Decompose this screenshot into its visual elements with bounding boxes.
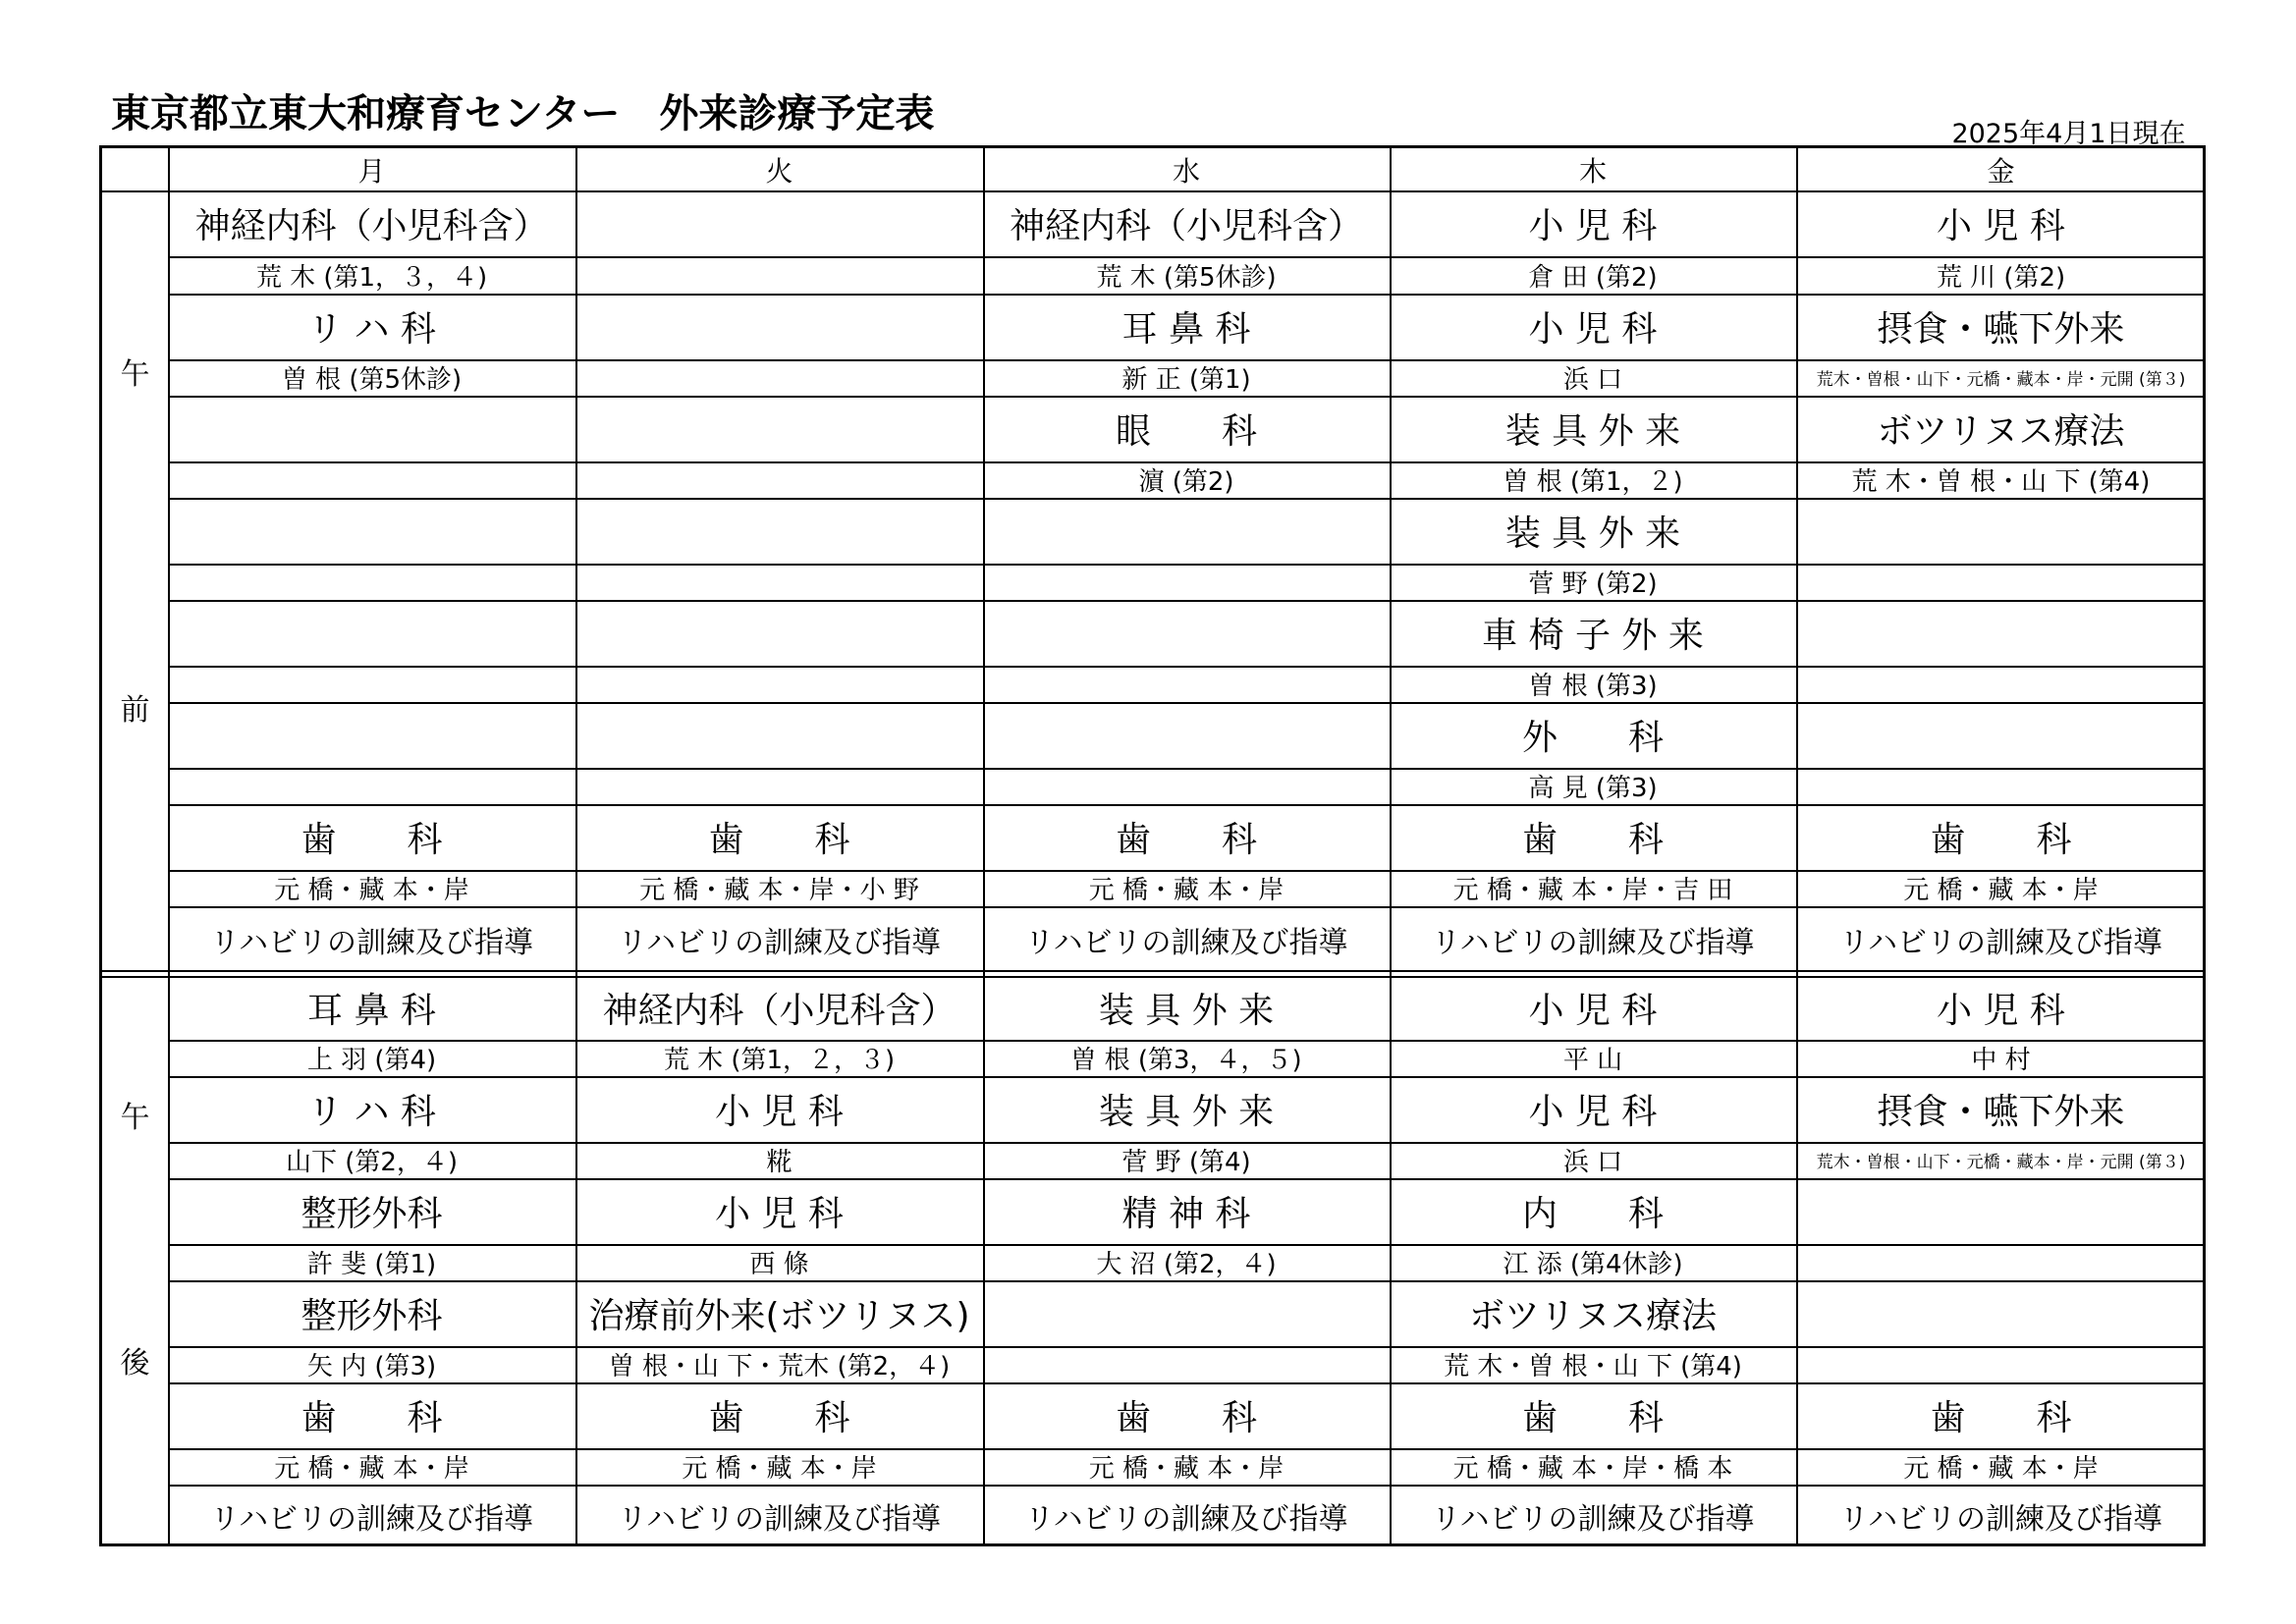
afternoon-doctor-cell	[983, 1346, 1390, 1382]
morning-dept-cell: 耳 鼻 科	[1121, 309, 1251, 350]
morning-dept-cell	[575, 600, 983, 666]
afternoon-dept-cell: 歯 科	[301, 1398, 443, 1438]
afternoon-dept-cell: 耳 鼻 科	[307, 991, 436, 1031]
afternoon-doctor-cell: 元 橋・藏 本・岸	[1903, 1454, 2099, 1484]
afternoon-doctor-cell: 荒 木 (第1，２，３)	[663, 1046, 896, 1075]
afternoon-doctor-cell: 元 橋・藏 本・岸	[274, 1454, 469, 1484]
morning-doctor-cell: 元 橋・藏 本・岸	[274, 876, 469, 905]
afternoon-label-top: 午	[120, 1101, 150, 1136]
afternoon-dept-cell: 装 具 外 来	[1098, 1092, 1275, 1132]
morning-dept-cell: 歯 科	[1115, 820, 1257, 860]
morning-dept-cell: 小 児 科	[1528, 309, 1658, 350]
afternoon-doctor-cell	[1796, 1244, 2206, 1280]
afternoon-doctor-cell: 西 條	[749, 1250, 809, 1279]
afternoon-dept-cell: 小 児 科	[1528, 991, 1658, 1031]
afternoon-dept-cell	[983, 1280, 1390, 1346]
morning-label-top: 午	[120, 357, 150, 393]
morning-dept-cell	[575, 498, 983, 564]
morning-dept-cell: 神経内科（小児科含）	[1009, 206, 1363, 246]
morning-doctor-cell: 元 橋・藏 本・岸	[1088, 876, 1285, 905]
afternoon-doctor-cell: 荒 木・曽 根・山 下 (第4)	[1444, 1352, 1742, 1381]
morning-doctor-cell: 浜 口	[1562, 365, 1623, 395]
morning-dept-cell	[168, 498, 575, 564]
morning-rehab-cell: リハビリの訓練及び指導	[1024, 925, 1348, 960]
afternoon-dept-cell: 内 科	[1521, 1194, 1664, 1234]
afternoon-doctor-cell: 菅 野 (第4)	[1121, 1148, 1251, 1177]
morning-doctor-cell	[983, 564, 1390, 600]
morning-dept-cell	[1796, 702, 2206, 768]
morning-doctor-cell	[168, 564, 575, 600]
morning-dept-cell	[983, 702, 1390, 768]
afternoon-doctor-cell: 曽 根・山 下・荒木 (第2，４)	[608, 1352, 951, 1381]
morning-doctor-cell: 元 橋・藏 本・岸・小 野	[639, 876, 919, 905]
morning-rehab-cell: リハビリの訓練及び指導	[1431, 925, 1755, 960]
morning-rehab-cell: リハビリの訓練及び指導	[1838, 925, 2163, 960]
afternoon-rehab-cell: リハビリの訓練及び指導	[1024, 1501, 1348, 1537]
morning-doctor-cell: 元 橋・藏 本・岸	[1903, 876, 2099, 905]
morning-doctor-cell: 新 正 (第1)	[1121, 365, 1251, 395]
afternoon-doctor-cell	[1796, 1346, 2206, 1382]
afternoon-dept-cell: 摂食・嚥下外来	[1877, 1092, 2125, 1132]
afternoon-doctor-cell: 大 沼 (第2，４)	[1096, 1250, 1277, 1279]
morning-dept-cell: 小 児 科	[1937, 206, 2065, 246]
afternoon-rehab-cell: リハビリの訓練及び指導	[1838, 1501, 2163, 1537]
morning-doctor-cell: 荒 川 (第2)	[1936, 262, 2066, 293]
afternoon-dept-cell	[1796, 1280, 2206, 1346]
morning-doctor-cell: 荒 木・曽 根・山 下 (第4)	[1851, 467, 2151, 497]
afternoon-dept-cell: 神経内科（小児科含）	[602, 991, 957, 1031]
morning-doctor-cell	[575, 564, 983, 600]
morning-doctor-cell: 濵 (第2)	[1138, 467, 1234, 497]
morning-doctor-cell: 曽 根 (第5休診)	[281, 365, 463, 395]
morning-rehab-cell: リハビリの訓練及び指導	[617, 925, 942, 960]
morning-dept-cell	[575, 294, 983, 359]
afternoon-dept-cell: 整形外科	[301, 1194, 443, 1234]
morning-dept-cell	[575, 702, 983, 768]
morning-dept-cell: 外 科	[1521, 718, 1664, 758]
afternoon-dept-cell: 歯 科	[708, 1398, 850, 1438]
morning-dept-cell: 摂食・嚥下外来	[1877, 309, 2125, 350]
morning-label-bottom: 前	[120, 693, 150, 729]
day-header-1: 火	[765, 154, 793, 188]
afternoon-doctor-cell: 元 橋・藏 本・岸	[1088, 1454, 1285, 1484]
afternoon-dept-cell: 小 児 科	[715, 1194, 844, 1234]
afternoon-doctor-cell: 江 添 (第4休診)	[1503, 1250, 1683, 1279]
day-header-4: 金	[1987, 154, 2015, 188]
morning-dept-cell: 歯 科	[1521, 820, 1664, 860]
morning-doctor-cell: 荒 木 (第1，３，４)	[255, 262, 488, 293]
afternoon-doctor-cell: 山下 (第2，４)	[285, 1148, 459, 1177]
morning-doctor-cell	[168, 768, 575, 804]
morning-dept-cell: リ ハ 科	[307, 309, 436, 350]
morning-doctor-cell: 菅 野 (第2)	[1528, 569, 1658, 599]
morning-dept-cell	[983, 600, 1390, 666]
day-header-2: 水	[1172, 154, 1200, 188]
afternoon-doctor-cell: 許 斐 (第1)	[306, 1250, 437, 1279]
afternoon-dept-cell: 小 児 科	[1528, 1092, 1658, 1132]
afternoon-dept-cell: 整形外科	[301, 1296, 443, 1336]
morning-doctor-cell: 荒木・曽根・山下・元橋・藏本・岸・元開 (第３)	[1816, 370, 2186, 390]
morning-doctor-cell: 荒 木 (第5休診)	[1096, 262, 1277, 293]
afternoon-doctor-cell: 糀	[766, 1148, 793, 1177]
grid-line	[102, 970, 2206, 972]
afternoon-doctor-cell: 元 橋・藏 本・岸・橋 本	[1452, 1454, 1733, 1484]
afternoon-dept-cell: 歯 科	[1521, 1398, 1664, 1438]
morning-dept-cell	[168, 702, 575, 768]
afternoon-rehab-cell: リハビリの訓練及び指導	[209, 1501, 534, 1537]
afternoon-dept-cell: 装 具 外 来	[1098, 991, 1275, 1031]
morning-dept-cell: ボツリヌス療法	[1877, 411, 2125, 452]
morning-doctor-cell	[168, 461, 575, 498]
morning-rehab-cell: リハビリの訓練及び指導	[209, 925, 534, 960]
afternoon-dept-cell: 小 児 科	[715, 1092, 844, 1132]
afternoon-rehab-cell: リハビリの訓練及び指導	[617, 1501, 942, 1537]
morning-dept-cell: 小 児 科	[1528, 206, 1658, 246]
page-title: 東京都立東大和療育センター 外来診療予定表	[111, 91, 935, 136]
morning-doctor-cell	[575, 359, 983, 396]
afternoon-doctor-cell: 元 橋・藏 本・岸	[682, 1454, 877, 1484]
afternoon-doctor-cell: 荒木・曽根・山下・元橋・藏本・岸・元開 (第３)	[1816, 1153, 2186, 1172]
afternoon-dept-cell: 小 児 科	[1937, 991, 2065, 1031]
morning-doctor-cell	[1796, 666, 2206, 702]
afternoon-doctor-cell: 浜 口	[1562, 1148, 1623, 1177]
day-header-0: 月	[357, 154, 386, 188]
morning-doctor-cell	[983, 768, 1390, 804]
afternoon-doctor-cell: 曽 根 (第3，４，５)	[1070, 1046, 1302, 1075]
schedule-table	[99, 145, 2206, 1546]
morning-dept-cell: 歯 科	[708, 820, 850, 860]
morning-doctor-cell	[575, 256, 983, 294]
morning-doctor-cell: 曽 根 (第3)	[1528, 672, 1658, 701]
morning-doctor-cell	[575, 461, 983, 498]
morning-dept-cell	[168, 396, 575, 461]
morning-dept-cell: 歯 科	[1930, 820, 2072, 860]
morning-doctor-cell	[575, 768, 983, 804]
afternoon-rehab-cell: リハビリの訓練及び指導	[1431, 1501, 1755, 1537]
morning-dept-cell: 車 椅 子 外 来	[1482, 616, 1704, 656]
afternoon-dept-cell: ボツリヌス療法	[1468, 1296, 1717, 1336]
morning-doctor-cell: 倉 田 (第2)	[1528, 262, 1658, 293]
day-header-3: 木	[1578, 154, 1607, 188]
afternoon-dept-cell: リ ハ 科	[307, 1092, 436, 1132]
afternoon-dept-cell: 精 神 科	[1121, 1194, 1251, 1234]
morning-doctor-cell: 高 見 (第3)	[1528, 774, 1658, 803]
afternoon-label-bottom: 後	[120, 1346, 150, 1381]
morning-dept-cell	[575, 190, 983, 256]
afternoon-doctor-cell: 平 山	[1562, 1046, 1623, 1075]
morning-doctor-cell: 曽 根 (第1，２)	[1503, 467, 1683, 497]
morning-doctor-cell	[983, 666, 1390, 702]
morning-doctor-cell	[575, 666, 983, 702]
afternoon-doctor-cell: 矢 内 (第3)	[306, 1352, 437, 1381]
afternoon-dept-cell: 治療前外来(ボツリヌス)	[588, 1296, 970, 1336]
morning-doctor-cell	[168, 666, 575, 702]
morning-dept-cell: 神経内科（小児科含）	[194, 206, 549, 246]
morning-dept-cell: 装 具 外 来	[1504, 411, 1681, 452]
afternoon-doctor-cell: 上 羽 (第4)	[306, 1046, 437, 1075]
morning-dept-cell: 歯 科	[301, 820, 443, 860]
morning-dept-cell	[1796, 600, 2206, 666]
morning-dept-cell	[168, 600, 575, 666]
afternoon-dept-cell	[1796, 1178, 2206, 1244]
afternoon-dept-cell: 歯 科	[1115, 1398, 1257, 1438]
morning-dept-cell	[983, 498, 1390, 564]
morning-doctor-cell	[1796, 564, 2206, 600]
morning-dept-cell: 眼 科	[1115, 411, 1257, 452]
morning-dept-cell: 装 具 外 来	[1504, 514, 1681, 554]
morning-doctor-cell	[1796, 768, 2206, 804]
morning-dept-cell	[1796, 498, 2206, 564]
morning-doctor-cell: 元 橋・藏 本・岸・吉 田	[1452, 876, 1733, 905]
morning-dept-cell	[575, 396, 983, 461]
as-of-date: 2025年4月1日現在	[1951, 119, 2186, 149]
afternoon-dept-cell: 歯 科	[1930, 1398, 2072, 1438]
afternoon-doctor-cell: 中 村	[1971, 1046, 2031, 1075]
